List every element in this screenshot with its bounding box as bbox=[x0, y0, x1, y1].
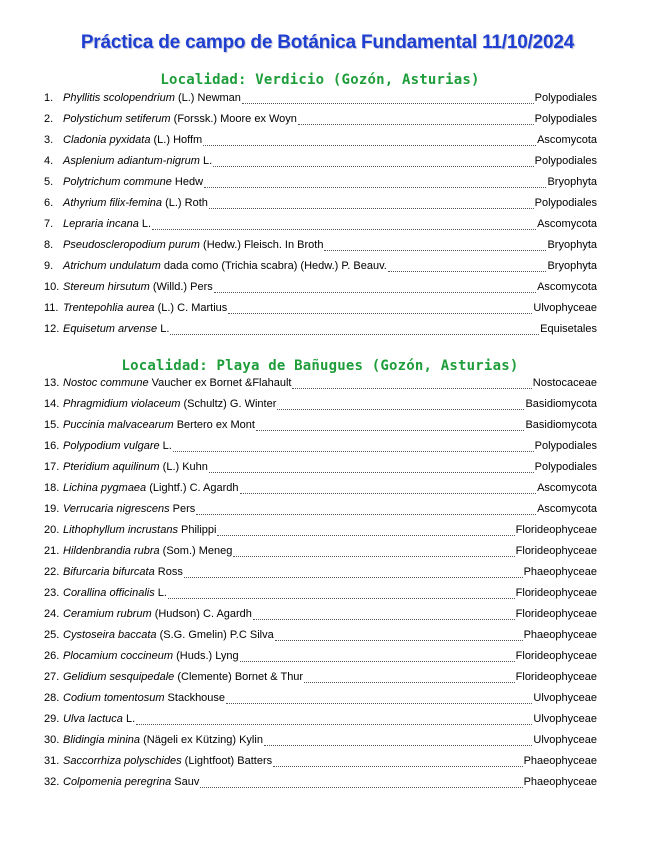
taxonomic-group: Phaeophyceae bbox=[523, 776, 597, 788]
taxonomic-group: Ulvophyceae bbox=[533, 734, 597, 746]
species-binomial: Colpomenia peregrina bbox=[63, 776, 172, 788]
dot-leader bbox=[152, 228, 536, 230]
species-entry bbox=[44, 709, 597, 730]
species-name bbox=[63, 625, 274, 646]
entry-number: 12. bbox=[44, 323, 60, 335]
dot-leader bbox=[228, 312, 532, 314]
species-author: (L.) Roth bbox=[162, 197, 208, 209]
entry-number: 27. bbox=[44, 671, 60, 683]
species-author: (Clemente) Bornet & Thur bbox=[174, 671, 304, 683]
species-name bbox=[63, 520, 216, 541]
species-name bbox=[63, 109, 297, 130]
species-binomial: Bifurcaria bifurcata bbox=[63, 566, 155, 578]
taxonomic-group: Florideophyceae bbox=[515, 608, 597, 620]
species-entry bbox=[44, 109, 597, 130]
species-binomial: Phyllitis scolopendrium bbox=[63, 92, 175, 104]
species-name bbox=[63, 298, 227, 319]
species-binomial: Verrucaria nigrescens bbox=[63, 503, 170, 515]
dot-leader bbox=[209, 207, 534, 209]
dot-leader bbox=[240, 492, 537, 494]
entry-number: 29. bbox=[44, 713, 60, 725]
species-author: L. bbox=[138, 218, 152, 230]
species-author: Vaucher ex Bornet &Flahault bbox=[148, 377, 292, 389]
species-binomial: Phragmidium violaceum bbox=[63, 398, 181, 410]
species-entry bbox=[44, 88, 597, 109]
species-author: Hedw bbox=[171, 176, 204, 188]
entry-number: 10. bbox=[44, 281, 60, 293]
entry-number: 14. bbox=[44, 398, 60, 410]
dot-leader bbox=[304, 681, 515, 683]
species-name bbox=[63, 688, 225, 709]
species-entry bbox=[44, 319, 597, 340]
taxonomic-group: Polypodiales bbox=[534, 461, 597, 473]
dot-leader bbox=[226, 702, 532, 704]
taxonomic-group: Ascomycota bbox=[537, 218, 597, 230]
entry-number: 25. bbox=[44, 629, 60, 641]
locality-heading-banugues: Localidad: Playa de Bañugues (Gozón, Asturias) bbox=[121, 358, 519, 374]
dot-leader bbox=[273, 765, 522, 767]
dot-leader bbox=[298, 123, 534, 125]
species-entry bbox=[44, 277, 597, 298]
species-author: L. bbox=[122, 713, 136, 725]
species-author: (Som.) Meneg bbox=[159, 545, 233, 557]
dot-leader bbox=[168, 597, 515, 599]
species-author: Ross bbox=[154, 566, 183, 578]
species-name bbox=[63, 583, 167, 604]
species-name bbox=[63, 151, 212, 172]
species-author: Pers bbox=[169, 503, 196, 515]
dot-leader bbox=[242, 102, 534, 104]
species-name bbox=[63, 541, 232, 562]
species-name bbox=[63, 256, 387, 277]
taxonomic-group: Florideophyceae bbox=[515, 545, 597, 557]
taxonomic-group: Phaeophyceae bbox=[523, 755, 597, 767]
species-binomial: Hildenbrandia rubra bbox=[63, 545, 160, 557]
species-author: Bertero ex Mont bbox=[173, 419, 255, 431]
species-entry bbox=[44, 172, 597, 193]
species-entry bbox=[44, 604, 597, 625]
species-name bbox=[63, 646, 239, 667]
entry-number: 21. bbox=[44, 545, 60, 557]
species-entry bbox=[44, 298, 597, 319]
species-entry bbox=[44, 520, 597, 541]
taxonomic-group: Polypodiales bbox=[534, 197, 597, 209]
species-entry bbox=[44, 478, 597, 499]
entry-number: 5. bbox=[44, 176, 54, 188]
species-binomial: Gelidium sesquipedale bbox=[63, 671, 175, 683]
taxonomic-group: Nostocaceae bbox=[532, 377, 597, 389]
species-binomial: Polystichum setiferum bbox=[63, 113, 171, 125]
species-author: dada como (Trichia scabra) (Hedw.) P. Beauv. bbox=[160, 260, 387, 272]
species-entry bbox=[44, 772, 597, 793]
species-binomial: Lepraria incana bbox=[63, 218, 139, 230]
species-binomial: Blidingia minina bbox=[63, 734, 141, 746]
entry-number: 15. bbox=[44, 419, 60, 431]
species-author: Stackhouse bbox=[164, 692, 226, 704]
species-entry bbox=[44, 193, 597, 214]
dot-leader bbox=[136, 723, 532, 725]
species-binomial: Lithophyllum incrustans bbox=[63, 524, 178, 536]
species-author: (Schultz) G. Winter bbox=[180, 398, 277, 410]
species-binomial: Equisetum arvense bbox=[63, 323, 158, 335]
species-name bbox=[63, 436, 172, 457]
species-entry bbox=[44, 151, 597, 172]
entry-number: 20. bbox=[44, 524, 60, 536]
species-name bbox=[63, 667, 303, 688]
taxonomic-group: Ulvophyceae bbox=[533, 302, 597, 314]
taxonomic-group: Ascomycota bbox=[537, 482, 597, 494]
species-binomial: Lichina pygmaea bbox=[63, 482, 147, 494]
species-entry bbox=[44, 730, 597, 751]
taxonomic-group: Ulvophyceae bbox=[533, 692, 597, 704]
dot-leader bbox=[209, 471, 534, 473]
entry-number: 7. bbox=[44, 218, 54, 230]
species-entry bbox=[44, 457, 597, 478]
species-binomial: Saccorrhiza polyschides bbox=[63, 755, 182, 767]
species-entry bbox=[44, 214, 597, 235]
species-author: (Hudson) C. Agardh bbox=[151, 608, 252, 620]
species-binomial: Athyrium filix-femina bbox=[63, 197, 163, 209]
species-binomial: Codium tomentosum bbox=[63, 692, 165, 704]
species-author: (S.G. Gmelin) P.C Silva bbox=[156, 629, 274, 641]
species-entry bbox=[44, 130, 597, 151]
species-name bbox=[63, 604, 252, 625]
species-author: (L.) C. Martius bbox=[154, 302, 228, 314]
species-name bbox=[63, 88, 241, 109]
species-entry bbox=[44, 373, 597, 394]
dot-leader bbox=[275, 639, 523, 641]
species-author: (L.) Hoffm bbox=[150, 134, 203, 146]
dot-leader bbox=[256, 429, 524, 431]
entry-number: 18. bbox=[44, 482, 60, 494]
species-author: L. bbox=[159, 440, 172, 452]
dot-leader bbox=[277, 408, 524, 410]
species-author: L. bbox=[157, 323, 170, 335]
species-binomial: Pseudoscleropodium purum bbox=[63, 239, 200, 251]
entry-number: 2. bbox=[44, 113, 54, 125]
entry-number: 6. bbox=[44, 197, 54, 209]
entry-number: 3. bbox=[44, 134, 54, 146]
taxonomic-group: Ascomycota bbox=[537, 281, 597, 293]
species-entry bbox=[44, 625, 597, 646]
dot-leader bbox=[324, 249, 546, 251]
species-author: (Hedw.) Fleisch. In Broth bbox=[199, 239, 324, 251]
species-entry bbox=[44, 394, 597, 415]
species-author: Sauv bbox=[171, 776, 200, 788]
species-binomial: Polypodium vulgare bbox=[63, 440, 160, 452]
dot-leader bbox=[217, 534, 514, 536]
entry-number: 19. bbox=[44, 503, 60, 515]
entry-number: 1. bbox=[44, 92, 54, 104]
species-author: Philippi bbox=[177, 524, 217, 536]
entry-number: 22. bbox=[44, 566, 60, 578]
species-name bbox=[63, 277, 213, 298]
species-entry bbox=[44, 541, 597, 562]
dot-leader bbox=[264, 744, 532, 746]
species-binomial: Ceramium rubrum bbox=[63, 608, 152, 620]
species-author: (Lightf.) C. Agardh bbox=[146, 482, 239, 494]
entry-number: 31. bbox=[44, 755, 60, 767]
taxonomic-group: Phaeophyceae bbox=[523, 629, 597, 641]
species-binomial: Asplenium adiantum-nigrum bbox=[63, 155, 200, 167]
species-author: (Nägeli ex Kützing) Kylin bbox=[140, 734, 263, 746]
species-entry bbox=[44, 583, 597, 604]
species-name bbox=[63, 373, 291, 394]
species-name bbox=[63, 415, 255, 436]
entry-number: 17. bbox=[44, 461, 60, 473]
species-binomial: Pteridium aquilinum bbox=[63, 461, 160, 473]
species-name bbox=[63, 394, 276, 415]
taxonomic-group: Polypodiales bbox=[534, 440, 597, 452]
species-name bbox=[63, 499, 195, 520]
entry-number: 4. bbox=[44, 155, 54, 167]
taxonomic-group: Ascomycota bbox=[537, 503, 597, 515]
entry-number: 9. bbox=[44, 260, 54, 272]
taxonomic-group: Basidiomycota bbox=[525, 419, 597, 431]
species-binomial: Plocamium coccineum bbox=[63, 650, 174, 662]
entry-number: 23. bbox=[44, 587, 60, 599]
taxonomic-group: Bryophyta bbox=[547, 239, 597, 251]
species-entry bbox=[44, 667, 597, 688]
taxonomic-group: Polypodiales bbox=[534, 113, 597, 125]
dot-leader bbox=[240, 660, 515, 662]
species-name bbox=[63, 319, 169, 340]
species-name bbox=[63, 562, 183, 583]
dot-leader bbox=[196, 513, 536, 515]
species-name bbox=[63, 193, 208, 214]
dot-leader bbox=[203, 144, 536, 146]
species-binomial: Cladonia pyxidata bbox=[63, 134, 151, 146]
dot-leader bbox=[213, 165, 533, 167]
species-name bbox=[63, 235, 323, 256]
taxonomic-group: Florideophyceae bbox=[515, 650, 597, 662]
taxonomic-group: Ascomycota bbox=[537, 134, 597, 146]
taxonomic-group: Bryophyta bbox=[547, 260, 597, 272]
entry-number: 28. bbox=[44, 692, 60, 704]
dot-leader bbox=[292, 387, 531, 389]
species-name bbox=[63, 730, 263, 751]
dot-leader bbox=[233, 555, 514, 557]
species-author: (L.) Kuhn bbox=[159, 461, 208, 473]
dot-leader bbox=[388, 270, 547, 272]
species-name bbox=[63, 172, 203, 193]
entry-number: 30. bbox=[44, 734, 60, 746]
species-name bbox=[63, 214, 151, 235]
species-entry bbox=[44, 751, 597, 772]
species-name bbox=[63, 457, 208, 478]
entry-number: 11. bbox=[44, 302, 59, 314]
species-binomial: Nostoc commune bbox=[63, 377, 149, 389]
entry-number: 16. bbox=[44, 440, 60, 452]
dot-leader bbox=[184, 576, 523, 578]
species-author: (Willd.) Pers bbox=[149, 281, 213, 293]
species-author: L. bbox=[154, 587, 167, 599]
taxonomic-group: Polypodiales bbox=[534, 155, 597, 167]
species-author: (Huds.) Lyng bbox=[173, 650, 239, 662]
taxonomic-group: Equisetales bbox=[540, 323, 597, 335]
species-author: (Forssk.) Moore ex Woyn bbox=[170, 113, 297, 125]
entry-number: 8. bbox=[44, 239, 54, 251]
taxonomic-group: Florideophyceae bbox=[515, 524, 597, 536]
taxonomic-group: Phaeophyceae bbox=[523, 566, 597, 578]
species-binomial: Atrichum undulatum bbox=[63, 260, 161, 272]
entry-number: 26. bbox=[44, 650, 60, 662]
species-name bbox=[63, 751, 272, 772]
species-entry bbox=[44, 415, 597, 436]
species-binomial: Trentepohlia aurea bbox=[63, 302, 155, 314]
taxonomic-group: Polypodiales bbox=[534, 92, 597, 104]
species-name bbox=[63, 709, 135, 730]
species-entry bbox=[44, 646, 597, 667]
species-name bbox=[63, 772, 199, 793]
species-list-banugues bbox=[44, 373, 597, 793]
species-binomial: Stereum hirsutum bbox=[63, 281, 150, 293]
locality-heading-verdicio: Localidad: Verdicio (Gozón, Asturias) bbox=[160, 72, 480, 88]
species-list-verdicio bbox=[44, 88, 597, 340]
dot-leader bbox=[214, 291, 536, 293]
species-author: (L.) Newman bbox=[174, 92, 241, 104]
species-entry bbox=[44, 499, 597, 520]
entry-number: 13. bbox=[44, 377, 60, 389]
species-entry bbox=[44, 436, 597, 457]
dot-leader bbox=[173, 450, 534, 452]
species-binomial: Ulva lactuca bbox=[63, 713, 123, 725]
species-author: (Lightfoot) Batters bbox=[181, 755, 273, 767]
species-entry bbox=[44, 235, 597, 256]
taxonomic-group: Florideophyceae bbox=[515, 587, 597, 599]
taxonomic-group: Bryophyta bbox=[547, 176, 597, 188]
entry-number: 24. bbox=[44, 608, 60, 620]
taxonomic-group: Ulvophyceae bbox=[533, 713, 597, 725]
entry-number: 32. bbox=[44, 776, 60, 788]
dot-leader bbox=[204, 186, 546, 188]
page-title: Práctica de campo de Botánica Fundamental 11/10/2024 bbox=[80, 32, 575, 53]
species-binomial: Puccinia malvacearum bbox=[63, 419, 174, 431]
taxonomic-group: Basidiomycota bbox=[525, 398, 597, 410]
dot-leader bbox=[253, 618, 515, 620]
species-name bbox=[63, 130, 202, 151]
species-entry bbox=[44, 562, 597, 583]
species-entry bbox=[44, 688, 597, 709]
species-entry bbox=[44, 256, 597, 277]
taxonomic-group: Florideophyceae bbox=[515, 671, 597, 683]
species-author: L. bbox=[199, 155, 213, 167]
species-name bbox=[63, 478, 239, 499]
species-binomial: Corallina officinalis bbox=[63, 587, 155, 599]
dot-leader bbox=[170, 333, 539, 335]
species-binomial: Polytrichum commune bbox=[63, 176, 172, 188]
dot-leader bbox=[200, 786, 522, 788]
species-binomial: Cystoseira baccata bbox=[63, 629, 157, 641]
